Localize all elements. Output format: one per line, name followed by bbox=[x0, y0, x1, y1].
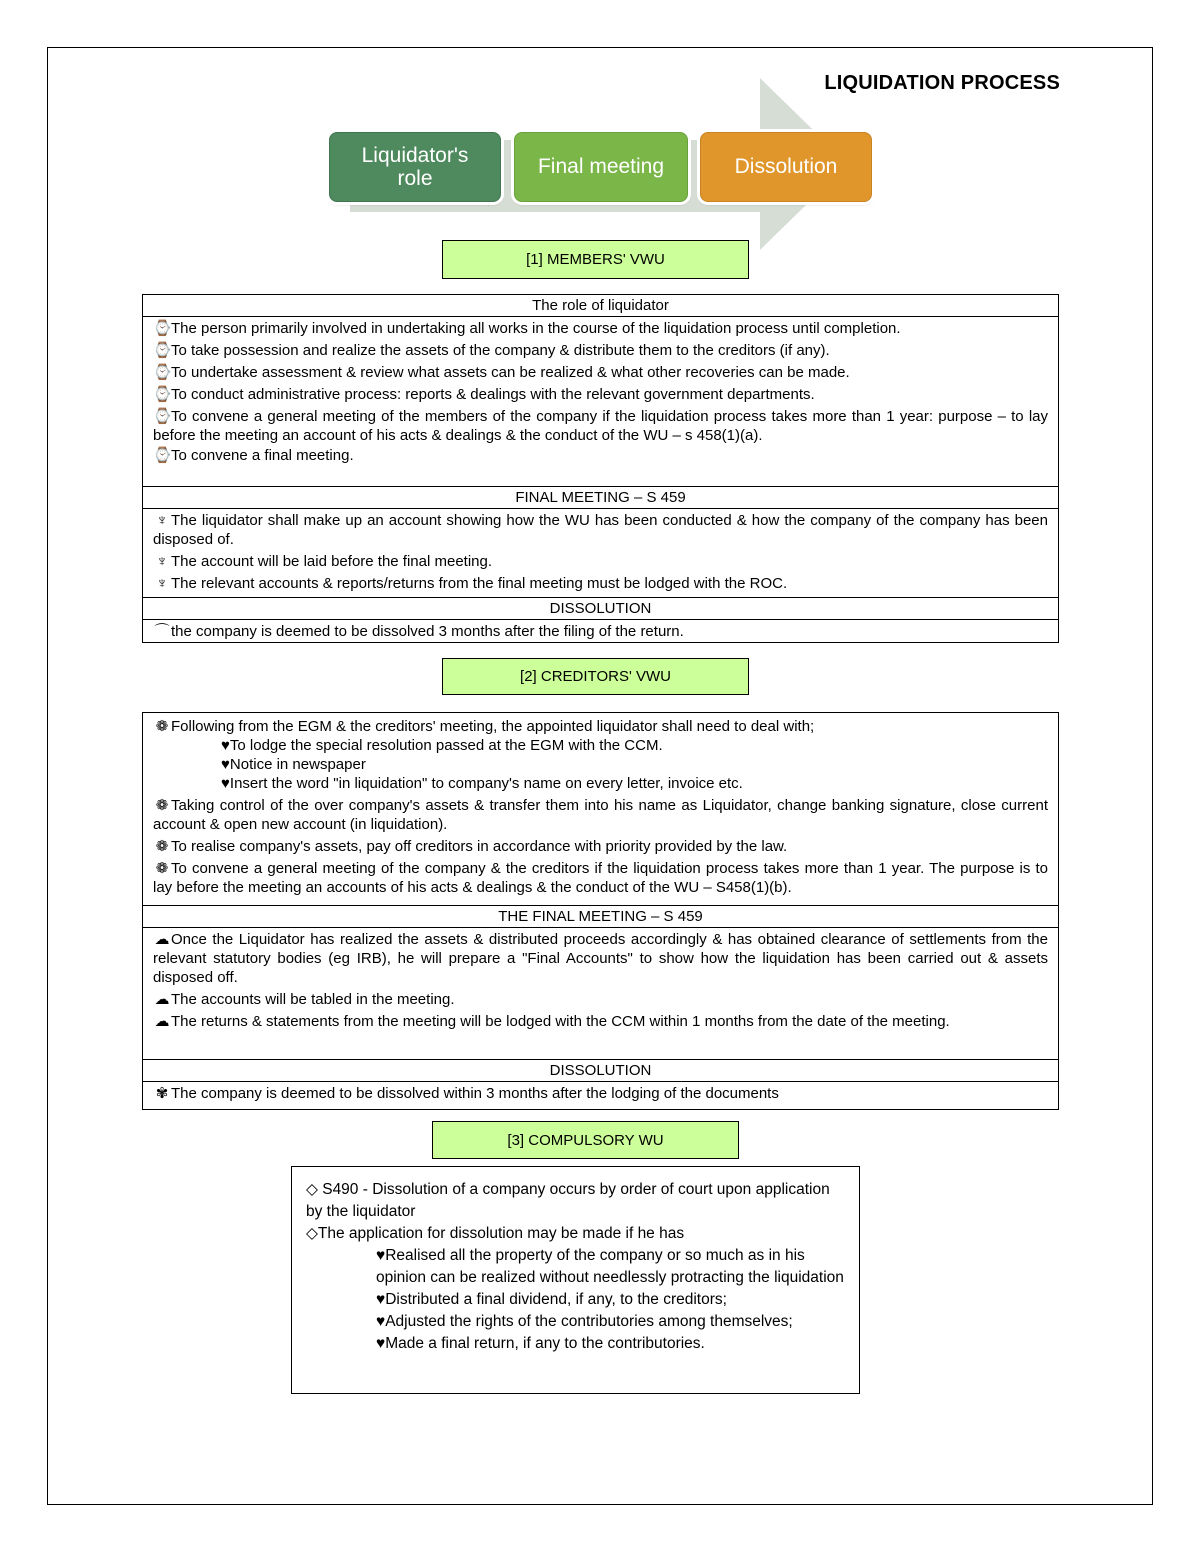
role-header: The role of liquidator bbox=[143, 295, 1058, 317]
step-liquidators-role: Liquidator's role bbox=[329, 132, 501, 202]
list-item: ❁ Taking control of the over company's assets & transfer them into his name as Liquidator, change banking signature, close current account & open new account (in liquidation). bbox=[153, 797, 1048, 833]
plant-icon: ♆ bbox=[156, 575, 168, 592]
cloud-icon: ☁ bbox=[154, 931, 170, 948]
heart-icon: ♥ bbox=[221, 775, 230, 792]
sub-list-item: ♥Distributed a final dividend, if any, to the creditors; bbox=[376, 1291, 727, 1308]
section-label-compulsory: [3] COMPULSORY WU bbox=[432, 1121, 739, 1159]
list-item: ✾ The company is deemed to be dissolved within 3 months after the lodging of the documents bbox=[153, 1084, 1048, 1103]
cloud-icon: ⌒ bbox=[154, 623, 170, 640]
final-meeting-header: FINAL MEETING – S 459 bbox=[143, 486, 1058, 509]
flower-icon: ❁ bbox=[155, 838, 169, 855]
cloud-icon: ☁ bbox=[154, 1013, 170, 1030]
dissolution-list bbox=[143, 620, 1058, 641]
list-item: ♆ The account will be laid before the final meeting. bbox=[153, 552, 1048, 571]
flower-icon: ✾ bbox=[155, 1085, 169, 1102]
cloud-icon: ☁ bbox=[154, 991, 170, 1008]
creditors-duties-list bbox=[143, 713, 1058, 905]
creditors-table bbox=[142, 712, 1059, 1110]
list-item: ⌚To take possession and realize the assets of the company & distribute them to the creditors (if any). bbox=[153, 342, 830, 359]
list-item: ☁ Once the Liquidator has realized the assets & distributed proceeds accordingly & has obtained clearance of settlements from the relevant statutory bodies (eg IRB), he will prepare a "Final Accounts" to show how the liquidation has been carried out & assets disposed off. bbox=[153, 931, 1048, 986]
role-list bbox=[143, 317, 1058, 486]
list-item: ♆ The relevant accounts & reports/returns from the final meeting must be lodged with the ROC. bbox=[153, 574, 1048, 593]
list-item: ⌚To undertake assessment & review what assets can be realized & what other recoveries can be made. bbox=[153, 364, 850, 381]
section-label-members: [1] MEMBERS' VWU bbox=[442, 240, 749, 279]
list-item: ⌒ the company is deemed to be dissolved 3 months after the filing of the return. bbox=[154, 623, 684, 640]
list-item: ☁ The accounts will be tabled in the meeting. bbox=[154, 991, 455, 1008]
diamond-icon: ◇ bbox=[306, 1181, 318, 1198]
list-item: ♆ The liquidator shall make up an account showing how the WU has been conducted & how the company of the company has been disposed of. bbox=[153, 512, 1048, 548]
list-item: ⌚To conduct administrative process: reports & dealings with the relevant government departments. bbox=[153, 386, 815, 403]
creditors-dissolution-header: DISSOLUTION bbox=[143, 1059, 1058, 1082]
heart-icon: ♥ bbox=[376, 1313, 386, 1330]
list-item: ◇The application for dissolution may be made if he has bbox=[306, 1225, 685, 1242]
heart-icon: ♥ bbox=[221, 737, 230, 754]
plant-icon: ♆ bbox=[156, 553, 168, 570]
clock-icon: ⌚ bbox=[153, 320, 172, 337]
heart-icon: ♥ bbox=[376, 1291, 386, 1308]
sub-list-item: ♥Insert the word "in liquidation" to company's name on every letter, invoice etc. bbox=[221, 775, 743, 792]
clock-icon: ⌚ bbox=[153, 342, 172, 359]
list-item: ☁ The returns & statements from the meeting will be lodged with the CCM within 1 months from the date of the meeting. bbox=[154, 1013, 950, 1030]
sub-list-item: ♥To lodge the special resolution passed at the EGM with the CCM. bbox=[221, 737, 663, 754]
dissolution-header: DISSOLUTION bbox=[143, 597, 1058, 620]
page-title: LIQUIDATION PROCESS bbox=[824, 72, 1060, 94]
flower-icon: ❁ bbox=[155, 797, 169, 814]
heart-icon: ♥ bbox=[376, 1247, 386, 1264]
final-meeting-list bbox=[143, 509, 1058, 597]
flower-icon: ❁ bbox=[155, 718, 169, 735]
members-table bbox=[142, 294, 1059, 643]
clock-icon: ⌚ bbox=[153, 364, 172, 381]
creditors-dissolution-list bbox=[143, 1082, 1058, 1103]
heart-icon: ♥ bbox=[221, 756, 230, 773]
list-item: ❁ Following from the EGM & the creditors' meeting, the appointed liquidator shall need to deal with; bbox=[153, 717, 1048, 736]
list-item: ⌚The person primarily involved in undertaking all works in the course of the liquidation process until completion. bbox=[153, 320, 901, 337]
step-final-meeting: Final meeting bbox=[514, 132, 688, 202]
clock-icon: ⌚ bbox=[153, 447, 172, 464]
sub-list-item: ♥Made a final return, if any to the contributories. bbox=[376, 1335, 705, 1352]
section-label-creditors: [2] CREDITORS' VWU bbox=[442, 658, 749, 695]
list-item: ⌚To convene a general meeting of the members of the company if the liquidation process takes more than 1 year: purpose – to lay before the meeting an account of his acts & dealings & the conduct of the WU – s 458(1)(a). bbox=[153, 408, 1048, 444]
sub-list-item: ♥Adjusted the rights of the contributories among themselves; bbox=[376, 1313, 793, 1330]
list-item: ◇ S490 - Dissolution of a company occurs by order of court upon application by the liquidator bbox=[306, 1181, 830, 1220]
flower-icon: ❁ bbox=[155, 860, 169, 877]
clock-icon: ⌚ bbox=[153, 386, 172, 403]
creditors-final-meeting-list bbox=[143, 928, 1058, 1059]
plant-icon: ♆ bbox=[156, 512, 168, 529]
heart-icon: ♥ bbox=[376, 1335, 386, 1352]
diamond-icon: ◇ bbox=[306, 1225, 318, 1242]
sub-list-item: ♥Notice in newspaper bbox=[221, 756, 366, 773]
step-dissolution: Dissolution bbox=[700, 132, 872, 202]
creditors-final-meeting-header: THE FINAL MEETING – S 459 bbox=[143, 905, 1058, 928]
clock-icon: ⌚ bbox=[153, 408, 172, 425]
list-item: ❁ To realise company's assets, pay off creditors in accordance with priority provided by the law. bbox=[153, 837, 1048, 856]
compulsory-box bbox=[291, 1166, 860, 1394]
sub-list-item: ♥Realised all the property of the company or so much as in his opinion can be realized without needlessly protracting the liquidation bbox=[376, 1247, 844, 1286]
list-item: ❁ To convene a general meeting of the company & the creditors if the liquidation process takes more than 1 year. The purpose is to lay before the meeting an accounts of his acts & dealings & the conduct of the WU – S458(1)(b). bbox=[153, 860, 1048, 896]
list-item: ⌚To convene a final meeting. bbox=[153, 447, 354, 464]
